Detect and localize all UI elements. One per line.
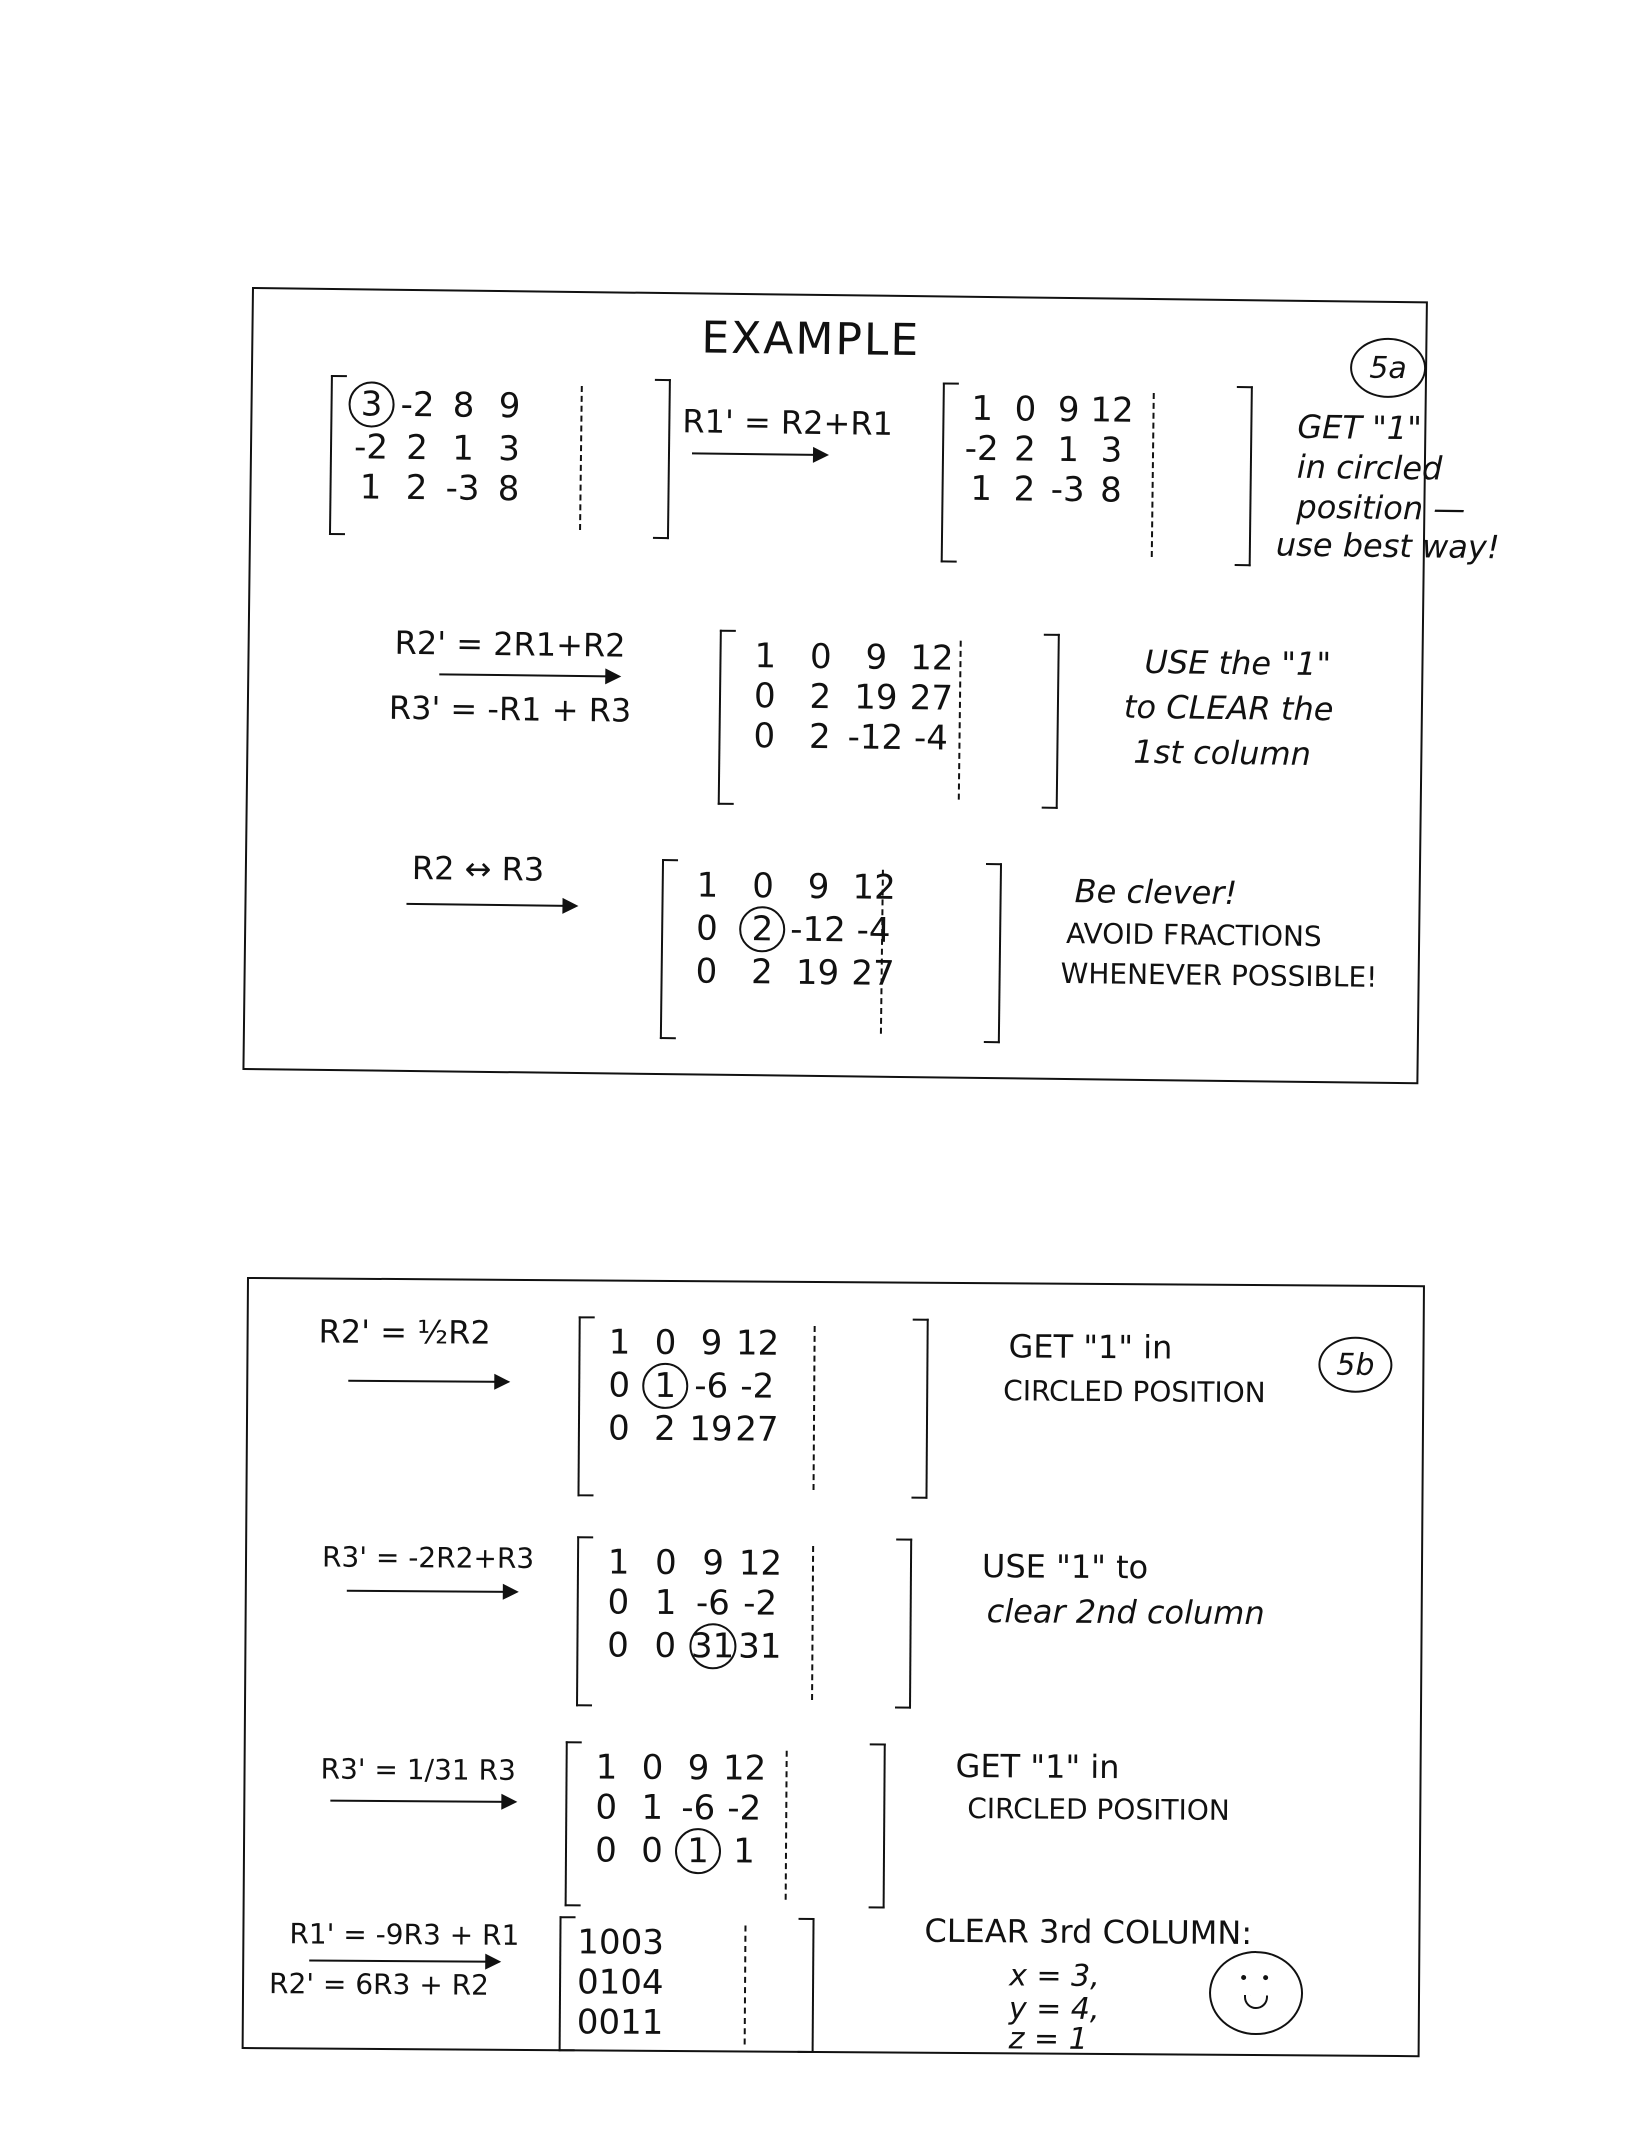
matrix-cell: -6 bbox=[681, 1788, 716, 1829]
matrix-cell: 0 bbox=[607, 1408, 630, 1449]
matrix-cell: 1 bbox=[971, 388, 994, 430]
augment-divider bbox=[785, 1751, 788, 1900]
example-panel-5a bbox=[242, 287, 1500, 1084]
note-line: USE the "1" bbox=[1144, 642, 1332, 684]
augment-divider bbox=[1151, 393, 1155, 557]
matrix-cell: -2 bbox=[400, 384, 435, 426]
matrix-cell: 12 bbox=[738, 1543, 783, 1584]
matrix-cell: 1 bbox=[970, 468, 993, 510]
matrix-cell: 9 bbox=[1057, 389, 1080, 431]
row-operation-r2: R2' = 6R3 + R2 bbox=[268, 1967, 490, 2002]
matrix-cell: 0 bbox=[641, 1747, 664, 1788]
matrix-cell: 0 bbox=[607, 1582, 630, 1623]
bracket-left bbox=[576, 1536, 593, 1706]
matrix-cell: 0 bbox=[576, 1962, 599, 2003]
note-line: 1st column bbox=[1133, 732, 1312, 773]
bracket-left bbox=[660, 859, 678, 1039]
bracket-right bbox=[798, 1918, 815, 2053]
matrix-row bbox=[577, 1962, 664, 2003]
matrix-cell: 12 bbox=[910, 638, 954, 679]
solution-line: z = 1 bbox=[1008, 2021, 1088, 2057]
solution-line: y = 4, bbox=[1008, 1991, 1100, 2027]
note-line: CIRCLED POSITION bbox=[1003, 1374, 1266, 1410]
note-line: USE "1" to bbox=[981, 1547, 1149, 1587]
matrix-cell bbox=[689, 1623, 737, 1669]
matrix-cell: 1 bbox=[451, 428, 475, 469]
row-operation-r1: R1' = -9R3 + R1 bbox=[289, 1917, 520, 1952]
matrix-cell: 0 bbox=[753, 716, 776, 757]
matrix-cell: 0 bbox=[598, 2002, 621, 2043]
matrix-cell: 12 bbox=[1090, 390, 1134, 431]
matrix-cell: 9 bbox=[865, 637, 888, 678]
matrix-cell: 19 bbox=[795, 952, 840, 994]
matrix-cell: 12 bbox=[852, 867, 896, 908]
matrix-cell: -2 bbox=[743, 1583, 778, 1624]
matrix-row bbox=[348, 381, 533, 429]
note-line: GET "1" bbox=[1297, 407, 1423, 448]
arrow-icon bbox=[692, 452, 827, 456]
matrix-cell: 1 bbox=[577, 1922, 600, 1963]
matrix-cell: -2 bbox=[740, 1366, 775, 1407]
matrix-cell: 9 bbox=[687, 1748, 710, 1789]
row-operation-r3: R3' = -R1 + R3 bbox=[388, 688, 632, 730]
matrix-cell: 12 bbox=[735, 1323, 780, 1364]
matrix-cell: 1 bbox=[619, 2002, 642, 2043]
matrix-cell: -6 bbox=[694, 1366, 729, 1407]
matrix-cell: 1 bbox=[608, 1322, 631, 1363]
augment-divider bbox=[813, 1326, 816, 1490]
matrix-cell: 19 bbox=[689, 1409, 733, 1450]
matrix-row bbox=[595, 1542, 784, 1583]
matrix-cell: 2 bbox=[750, 952, 774, 993]
matrix-row bbox=[596, 1362, 780, 1409]
matrix-cell: -12 bbox=[847, 717, 904, 758]
bracket-right bbox=[653, 379, 671, 539]
matrix-cell: 0 bbox=[620, 1922, 643, 1963]
matrix-cell: 1 bbox=[696, 865, 719, 906]
matrix-row bbox=[595, 1582, 784, 1623]
row-operation-r2: R2' = 2R1+R2 bbox=[394, 623, 626, 665]
bracket-right bbox=[1042, 634, 1060, 809]
matrix-cell bbox=[642, 1363, 688, 1409]
matrix-row bbox=[737, 676, 960, 719]
matrix-row bbox=[679, 905, 902, 954]
matrix-row bbox=[347, 467, 531, 509]
matrix-row bbox=[577, 2002, 664, 2043]
matrix-cell: 1 bbox=[607, 1542, 630, 1583]
note-line: GET "1" in bbox=[1008, 1327, 1173, 1367]
bracket-left bbox=[329, 375, 347, 535]
matrix-cell bbox=[348, 381, 395, 428]
matrix-a3 bbox=[660, 859, 1002, 1043]
example-panel-5b bbox=[242, 1277, 1425, 2057]
matrix-cell: 9 bbox=[807, 866, 830, 908]
note-line: in circled bbox=[1296, 447, 1443, 488]
page-badge-5b: 5b bbox=[1318, 1336, 1392, 1393]
matrix-cell: -3 bbox=[1050, 469, 1085, 511]
matrix-cell: 0 bbox=[620, 1962, 643, 2003]
matrix-row bbox=[736, 716, 959, 759]
matrix-cell: -2 bbox=[727, 1788, 762, 1829]
matrix-row bbox=[737, 636, 960, 679]
row-operation-r1: R1' = R2+R1 bbox=[682, 402, 894, 443]
bracket-left bbox=[577, 1316, 594, 1496]
bracket-right bbox=[984, 863, 1002, 1043]
matrix-cell: 0 bbox=[809, 636, 832, 678]
matrix-cell: 1 bbox=[598, 1962, 621, 2003]
matrix-cell: -6 bbox=[695, 1583, 730, 1624]
matrix-row bbox=[959, 469, 1133, 511]
matrix-cell: 0 bbox=[695, 951, 718, 992]
matrix-row bbox=[583, 1827, 767, 1874]
matrix-a1-after bbox=[941, 382, 1253, 566]
matrix-row bbox=[577, 1922, 664, 1963]
matrix-b1 bbox=[577, 1316, 928, 1498]
matrix-b3 bbox=[565, 1741, 886, 1908]
bracket-right bbox=[895, 1539, 912, 1709]
matrix-cell: 3 bbox=[497, 429, 521, 470]
note-line: clear 2nd column bbox=[986, 1592, 1265, 1633]
matrix-row bbox=[960, 429, 1134, 471]
matrix-cell: 0 bbox=[595, 1830, 617, 1871]
matrix-cell: 0 bbox=[751, 866, 775, 907]
matrix-row bbox=[678, 951, 901, 994]
matrix-cell bbox=[734, 906, 790, 953]
circled-pivot: 1 bbox=[675, 1828, 721, 1874]
matrix-cell: 0 bbox=[595, 1787, 618, 1828]
matrix-cell: 2 bbox=[809, 676, 832, 718]
row-operation-swap: R2 ↔ R3 bbox=[411, 848, 545, 889]
matrix-cell: 9 bbox=[702, 1543, 725, 1584]
matrix-cell: -3 bbox=[445, 468, 480, 509]
matrix-cell: 0 bbox=[608, 1365, 631, 1406]
matrix-cell: 27 bbox=[851, 953, 895, 994]
augment-divider bbox=[811, 1546, 814, 1700]
note-line: use best way! bbox=[1275, 525, 1500, 567]
matrix-cell: 27 bbox=[735, 1409, 779, 1450]
bracket-left bbox=[565, 1741, 582, 1906]
matrix-a1-before bbox=[329, 375, 671, 539]
matrix-cell: 0 bbox=[576, 2002, 599, 2043]
panel-title: EXAMPLE bbox=[701, 312, 921, 367]
matrix-cell: 0 bbox=[607, 1625, 630, 1666]
matrix-row bbox=[348, 427, 532, 469]
matrix-cell: 2 bbox=[653, 1408, 676, 1449]
circled-pivot: 31 bbox=[689, 1623, 737, 1669]
matrix-cell: 12 bbox=[722, 1748, 767, 1789]
matrix-cell: -2 bbox=[353, 427, 389, 468]
matrix-row bbox=[960, 389, 1134, 431]
circled-pivot: 2 bbox=[739, 906, 786, 953]
matrix-cell: 0 bbox=[1014, 389, 1037, 430]
matrix-cell: 0 bbox=[598, 1922, 621, 1963]
matrix-cell: 0 bbox=[695, 908, 719, 949]
matrix-cell: 8 bbox=[452, 385, 475, 426]
arrow-icon bbox=[309, 1959, 499, 1962]
matrix-cell: 2 bbox=[1013, 429, 1037, 470]
row-operation-r3: R3' = -2R2+R3 bbox=[321, 1540, 535, 1576]
bracket-left bbox=[718, 630, 736, 805]
matrix-cell: 2 bbox=[1013, 469, 1036, 510]
matrix-row bbox=[583, 1787, 767, 1828]
matrix-row bbox=[596, 1408, 780, 1449]
bracket-right bbox=[911, 1319, 928, 1499]
matrix-cell: -12 bbox=[790, 909, 847, 951]
matrix-cell: 1 bbox=[359, 467, 382, 508]
matrix-a2 bbox=[718, 630, 1060, 809]
matrix-cell: 0 bbox=[654, 1625, 677, 1667]
matrix-cell: 9 bbox=[498, 386, 521, 427]
matrix-cell: 0 bbox=[641, 1830, 663, 1871]
note-line: CIRCLED POSITION bbox=[967, 1792, 1230, 1827]
note-line: CLEAR 3rd COLUMN: bbox=[924, 1911, 1253, 1953]
matrix-cell: 0 bbox=[654, 1542, 677, 1584]
matrix-cell: 2 bbox=[405, 427, 429, 469]
row-operation-scale-r3: R3' = 1/31 R3 bbox=[320, 1752, 516, 1787]
note-line: Be clever! bbox=[1074, 872, 1238, 913]
solution-line: x = 3, bbox=[1009, 1958, 1100, 1994]
note-line: GET "1" in bbox=[955, 1746, 1120, 1787]
matrix-cell: -2 bbox=[964, 428, 999, 470]
note-line: WHENEVER POSSIBLE! bbox=[1060, 956, 1378, 994]
matrix-cell bbox=[675, 1828, 721, 1874]
note-line: AVOID FRACTIONS bbox=[1065, 916, 1322, 954]
note-line: position — bbox=[1296, 487, 1466, 528]
matrix-cell: -4 bbox=[913, 718, 949, 759]
arrow-icon bbox=[439, 673, 619, 677]
matrix-cell: 8 bbox=[497, 469, 520, 510]
bracket-right bbox=[1235, 386, 1253, 566]
matrix-cell: 1 bbox=[654, 1582, 677, 1624]
matrix-cell: 1 bbox=[754, 636, 777, 677]
circled-pivot: 1 bbox=[642, 1363, 688, 1409]
matrix-cell: 0 bbox=[753, 676, 776, 717]
matrix-cell: 19 bbox=[854, 677, 898, 718]
bracket-right bbox=[869, 1743, 886, 1908]
matrix-cell: 27 bbox=[909, 678, 954, 719]
matrix-cell: 3 bbox=[642, 1922, 665, 1963]
augment-divider bbox=[744, 1925, 747, 2044]
matrix-cell: 9 bbox=[700, 1323, 723, 1364]
matrix-row bbox=[679, 865, 902, 908]
note-line: to CLEAR the bbox=[1123, 687, 1334, 729]
matrix-cell: 3 bbox=[1100, 430, 1123, 471]
augment-divider bbox=[579, 386, 583, 530]
smiley-icon bbox=[1209, 1951, 1304, 2036]
matrix-cell: 1 bbox=[595, 1747, 618, 1788]
matrix-row bbox=[596, 1322, 780, 1363]
matrix-cell: -4 bbox=[856, 910, 891, 951]
matrix-cell: 1 bbox=[641, 1787, 664, 1828]
arrow-icon bbox=[406, 903, 576, 907]
arrow-icon bbox=[347, 1590, 517, 1593]
matrix-cell: 31 bbox=[738, 1626, 782, 1667]
matrix-cell: 1 bbox=[1057, 429, 1080, 471]
matrix-cell: 4 bbox=[641, 1962, 664, 2003]
bracket-left bbox=[941, 382, 959, 562]
bracket-left bbox=[559, 1916, 576, 2051]
row-operation-scale-r2: R2' = ½R2 bbox=[318, 1312, 491, 1352]
matrix-cell: 1 bbox=[641, 2002, 664, 2043]
page-badge-5a: 5a bbox=[1350, 337, 1427, 398]
matrix-cell: 0 bbox=[654, 1322, 677, 1363]
matrix-row bbox=[583, 1747, 767, 1788]
matrix-cell: 8 bbox=[1099, 470, 1123, 511]
matrix-cell: 1 bbox=[733, 1831, 755, 1872]
matrix-b4 bbox=[559, 1916, 815, 2053]
matrix-row bbox=[594, 1622, 783, 1669]
matrix-cell: 2 bbox=[405, 467, 428, 509]
arrow-icon bbox=[330, 1800, 515, 1803]
circled-pivot: 3 bbox=[348, 381, 395, 428]
matrix-b2 bbox=[576, 1536, 912, 1708]
arrow-icon bbox=[348, 1380, 508, 1383]
matrix-cell: 2 bbox=[808, 716, 831, 758]
